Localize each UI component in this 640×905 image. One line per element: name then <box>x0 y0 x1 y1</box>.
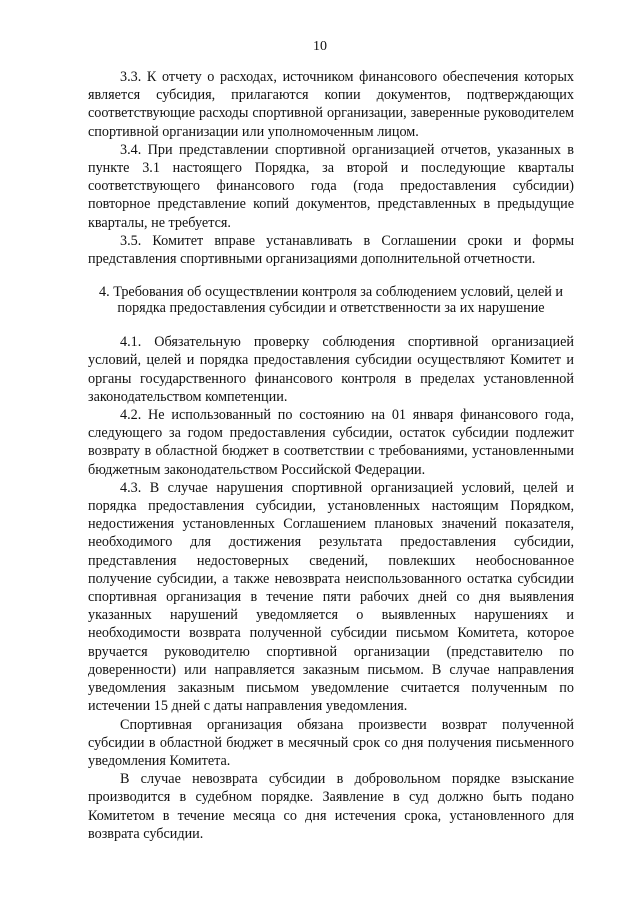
paragraph-court-recovery: В случае невозврата субсидии в добровольном порядке взыскание производится в судебном порядке. Заявление в суд должно быть подано Комитетом в течение месяца со дня истечения срока, установленного для возврата субсидии. <box>88 771 574 842</box>
section-heading: 4. Требования об осуществлении контроля за соблюдением условий, целей и порядка предоставления субсидии и ответственности за их нарушение <box>99 284 563 316</box>
paragraph-4-2: 4.2. Не использованный по состоянию на 01 января финансового года, следующего за годом предоставления субсидии, остаток субсидии подлежит возврату в областной бюджет в соответствии с требованиями, установленными бюджетным законодательством Российской Федерации. <box>88 407 574 478</box>
document-body <box>88 68 574 843</box>
page-number: 10 <box>313 39 327 54</box>
paragraph-3-5: 3.5. Комитет вправе устанавливать в Соглашении сроки и формы представления спортивными организациями дополнительной отчетности. <box>88 232 574 268</box>
paragraph-refund-obligation: Спортивная организация обязана произвести возврат полученной субсидии в областной бюджет в месячный срок со дня получения письменного уведомления Комитета. <box>88 716 574 769</box>
paragraph-4-1: 4.1. Обязательную проверку соблюдения спортивной организацией условий, целей и порядка предоставления субсидии осуществляют Комитет и органы государственного финансового контроля в пределах установленной законодательством компетенции. <box>88 334 574 405</box>
paragraph-4-3: 4.3. В случае нарушения спортивной организацией условий, целей и порядка предоставления субсидии, установленных настоящим Порядком, недостижения установленных Соглашением плановых значений показателя, необходимого для достижения результата предоставления субсидии, представления недостоверных сведений, повлекших необоснованное получение субсидии, а также невозврата неиспользованного остатка субсидии спортивная организация в течение пяти рабочих дней со дня выявления указанных нарушений уведомляется о выявленных нарушениях и необходимости возврата полученной субсидии письмом Комитета, которое вручается руководителю спортивной организации (представителю по доверенности) или направляется заказным письмом. В случае направления уведомления заказным письмом уведомление считается полученным по истечении 15 дней с даты направления уведомления. <box>88 479 574 715</box>
paragraph-3-4: 3.4. При представлении спортивной организацией отчетов, указанных в пункте 3.1 настоящего Порядка, за второй и последующие кварталы соответствующего финансового года (года предоставления субсидии) повторное представление копий документов, представленных в предыдущие кварталы, не требуется. <box>88 141 574 231</box>
paragraph-3-3: 3.3. К отчету о расходах, источником финансового обеспечения которых является субсидия, прилагаются копии документов, подтверждающих соответствующие расходы спортивной организации, заверенные руководителем спортивной организации или уполномоченным лицом. <box>88 69 574 140</box>
